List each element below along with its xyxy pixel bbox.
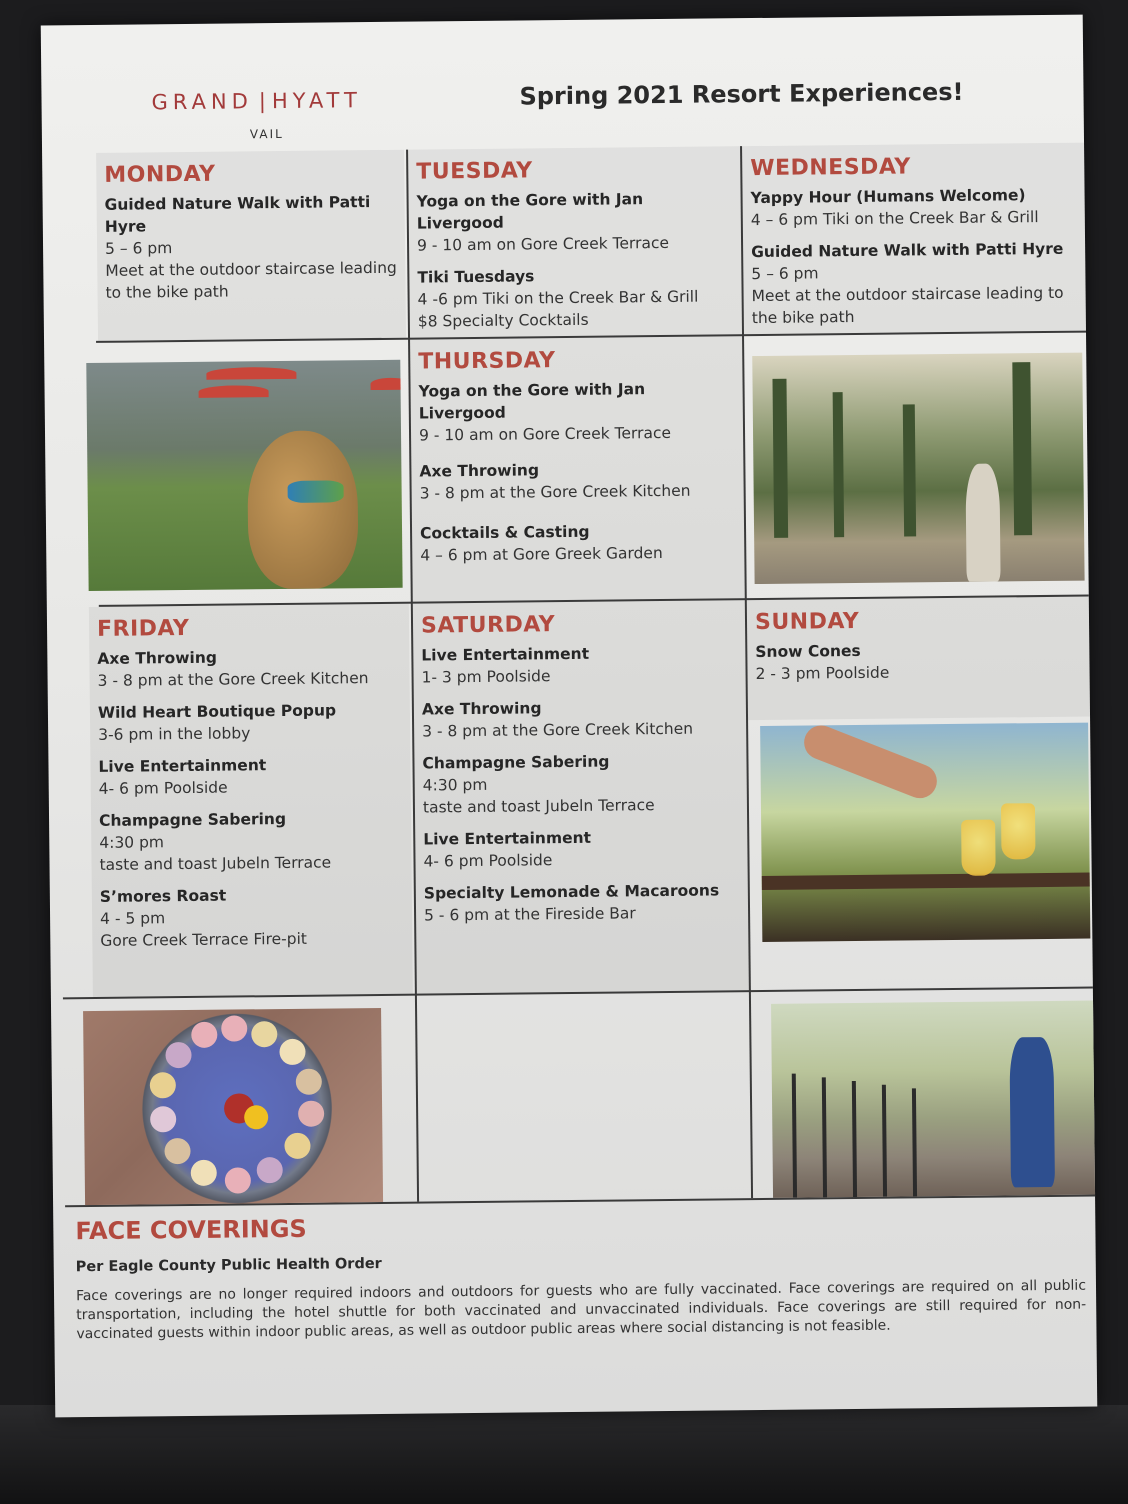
event-name: Axe Throwing (419, 461, 540, 481)
macaron-shape (284, 1133, 310, 1159)
weekly-schedule-grid (54, 143, 1095, 1208)
event-name: S’mores Roast (99, 886, 227, 906)
event-item (424, 879, 740, 926)
day-cell-friday (89, 604, 413, 997)
angler-shape (965, 463, 1000, 581)
cup-shape (1001, 803, 1036, 859)
fly-fishing-photo (752, 353, 1084, 584)
day-cell-monday (96, 150, 406, 341)
face-coverings-title: FACE COVERINGS (75, 1214, 307, 1246)
event-detail: Meet at the outdoor staircase leading to the bike path (751, 283, 1064, 328)
bandana-shape (288, 480, 344, 503)
event-detail: 4- 6 pm Poolside (423, 851, 553, 871)
day-heading-sunday: SUNDAY (754, 608, 860, 636)
face-coverings-subtitle: Per Eagle County Public Health Order (75, 1255, 382, 1276)
dog-photo (86, 360, 402, 591)
event-detail: 3 - 8 pm at the Gore Creek Kitchen (419, 481, 691, 503)
event-detail: 3 - 8 pm at the Gore Creek Kitchen (97, 669, 369, 690)
tree-shape (833, 392, 845, 538)
macaron-shape (150, 1072, 176, 1098)
macaron-platter-photo (83, 1008, 383, 1205)
event-item (422, 749, 739, 818)
event-item (418, 377, 735, 446)
macaron-shape (298, 1101, 324, 1127)
event-detail: 5 – 6 pm (751, 264, 819, 284)
event-detail: 3-6 pm in the lobby (98, 724, 251, 744)
event-detail: $8 Specialty Cocktails (417, 310, 589, 331)
macaron-shape (221, 1015, 247, 1041)
table-surface (0, 1405, 1128, 1504)
event-detail: 4:30 pm (422, 775, 488, 795)
event-item (750, 184, 1076, 231)
fence-shape (792, 1074, 797, 1198)
day-cell-wednesday (742, 143, 1086, 335)
event-item (417, 263, 734, 332)
event-detail: 4- 6 pm Poolside (98, 778, 228, 798)
event-name: Axe Throwing (97, 648, 218, 668)
macaron-shape (225, 1167, 251, 1193)
railing-shape (762, 873, 1090, 890)
event-item (105, 191, 398, 304)
event-item (420, 519, 736, 566)
umbrella-shape (199, 385, 269, 398)
face-coverings-section (75, 1207, 1086, 1345)
event-item (98, 699, 402, 746)
day-heading-thursday: THURSDAY (418, 348, 556, 375)
day-heading-wednesday: WEDNESDAY (750, 154, 911, 182)
event-detail: 4 – 6 pm Tiki on the Creek Bar & Grill (750, 208, 1039, 230)
umbrella-shape (370, 378, 402, 390)
event-name: Champagne Sabering (98, 809, 287, 830)
event-name: Snow Cones (755, 641, 861, 662)
fence-shape (822, 1077, 827, 1197)
macaron-shape (257, 1157, 283, 1183)
tree-shape (1012, 362, 1032, 535)
dog-shape (247, 430, 359, 589)
event-detail: 4:30 pm (99, 833, 165, 852)
event-detail: 3 - 8 pm at the Gore Creek Kitchen (422, 719, 694, 741)
event-detail: 5 - 6 pm at the Fireside Bar (423, 904, 636, 925)
event-item (755, 638, 1081, 685)
event-item (751, 238, 1078, 329)
logo-subtitle: VAIL (249, 126, 284, 142)
day-cell-tuesday (408, 146, 742, 337)
event-name: Cocktails & Casting (419, 522, 590, 543)
macaron-shape (164, 1138, 190, 1164)
event-detail: Meet at the outdoor staircase leading to the bike path (105, 258, 397, 302)
day-cell-thursday (410, 336, 745, 601)
tree-shape (903, 405, 916, 537)
macaron-shape (191, 1160, 217, 1186)
flyer-page (41, 15, 1098, 1418)
macaron-shape (296, 1069, 322, 1095)
event-detail: 4 -6 pm Tiki on the Creek Bar & Grill (417, 287, 699, 309)
event-name: Guided Nature Walk with Patti Hyre (751, 239, 1064, 262)
event-item (416, 187, 733, 256)
event-item (421, 641, 737, 688)
event-name: Guided Nature Walk with Patti Hyre (104, 193, 371, 236)
event-name: Live Entertainment (423, 828, 592, 849)
event-detail: Gore Creek Terrace Fire-pit (100, 929, 308, 950)
lemonade-toast-photo (760, 723, 1090, 942)
macaron-shape (251, 1021, 277, 1047)
event-detail: 2 - 3 pm Poolside (755, 663, 890, 684)
event-detail: taste and toast Jubeln Terrace (422, 796, 655, 817)
event-item (419, 457, 735, 504)
arm-shape (799, 723, 942, 804)
cup-shape (961, 820, 996, 876)
event-item (100, 883, 405, 952)
server-shape (1009, 1037, 1055, 1187)
day-heading-friday: FRIDAY (96, 615, 190, 642)
day-heading-saturday: SATURDAY (420, 612, 556, 639)
event-item (97, 645, 401, 692)
event-detail: 4 - 5 pm (100, 909, 166, 928)
event-name: Yoga on the Gore with Jan Livergood (416, 190, 644, 233)
tree-shape (772, 379, 788, 539)
day-heading-tuesday: TUESDAY (416, 158, 533, 185)
terrace-sabering-photo (771, 1001, 1095, 1198)
day-cell-sunday (747, 597, 1090, 721)
event-name: Wild Heart Boutique Popup (97, 701, 337, 722)
event-detail: 4 – 6 pm at Gore Greek Garden (420, 544, 663, 565)
fence-shape (882, 1085, 887, 1197)
event-name: Yappy Hour (Humans Welcome) (750, 186, 1026, 208)
event-name: Live Entertainment (421, 644, 590, 665)
event-item (99, 807, 404, 876)
event-detail: taste and toast Jubeln Terrace (99, 853, 332, 874)
macaron-shape (165, 1042, 191, 1068)
logo-right: HYATT (271, 88, 363, 114)
event-item (98, 753, 402, 800)
event-name: Champagne Sabering (422, 752, 610, 773)
event-name: Axe Throwing (421, 699, 542, 719)
macaron-shape (150, 1106, 176, 1132)
fence-shape (852, 1081, 857, 1197)
hotel-logo (151, 88, 362, 114)
page-title: Spring 2021 Resort Experiences! (519, 77, 964, 111)
event-detail: 1- 3 pm Poolside (421, 667, 551, 687)
header (41, 15, 1084, 156)
logo-separator: | (258, 89, 267, 114)
day-heading-monday: MONDAY (104, 161, 216, 188)
event-detail: 9 - 10 am on Gore Creek Terrace (418, 423, 672, 445)
macaron-shape (191, 1022, 217, 1048)
event-detail: 5 – 6 pm (104, 239, 173, 258)
event-name: Tiki Tuesdays (417, 267, 535, 287)
event-item (422, 695, 738, 742)
event-name: Specialty Lemonade & Macaroons (423, 881, 720, 903)
fence-shape (912, 1088, 917, 1196)
event-name: Yoga on the Gore with Jan Livergood (418, 380, 646, 423)
day-cell-saturday (413, 600, 749, 993)
event-name: Live Entertainment (98, 756, 267, 776)
face-coverings-body: Face coverings are no longer required indoors and outdoors for guests who are fully vaccinated. Face coverings are required on all public transportation, including the hotel shuttle for both vaccinated and unvaccinated individuals. Face coverings are still required for non-vaccinated guests within indoor public areas, as well as outdoor public areas where social distancing is not feasible. (75, 1277, 1087, 1343)
umbrella-shape (206, 367, 296, 380)
logo-left: GRAND (151, 89, 253, 115)
macaron-shape (279, 1039, 305, 1065)
flower-shape (244, 1105, 268, 1129)
event-detail: 9 - 10 am on Gore Creek Terrace (416, 233, 670, 255)
event-item (423, 825, 739, 872)
